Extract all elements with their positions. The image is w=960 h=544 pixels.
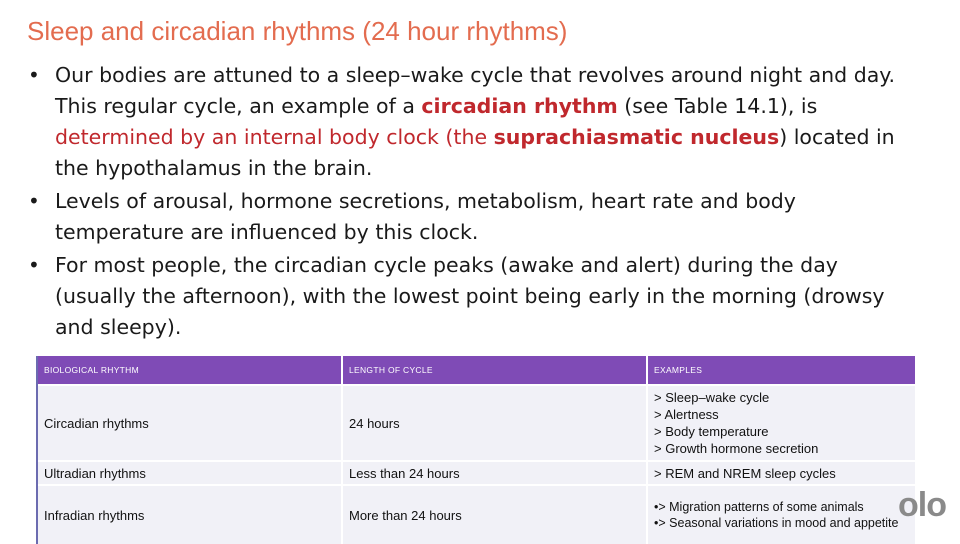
bullet-item: • Levels of arousal, hormone secretions, metabolism, heart rate and body temperature are influenced by this clock.: [28, 186, 908, 248]
slide-title: Sleep and circadian rhythms (24 hour rhythms): [27, 16, 568, 46]
highlight-term: suprachiasmatic nucleus: [493, 125, 780, 149]
bullet-item: • For most people, the circadian cycle peaks (awake and alert) during the day (usually the afternoon), with the lowest point being early in the morning (drowsy and sleepy).: [28, 250, 908, 343]
cell-rhythm: Infradian rhythms: [38, 485, 342, 544]
rhythm-table: [36, 356, 915, 544]
example-item: •> Migration patterns of some animals: [654, 499, 864, 514]
highlight-term: circadian rhythm: [421, 94, 618, 118]
header-length: LENGTH OF CYCLE: [342, 356, 647, 385]
bullet-text: ): [779, 125, 788, 149]
highlight-text: determined by an internal body clock (the: [55, 125, 494, 149]
table-header-row: [38, 356, 915, 385]
example-item: > Alertness: [654, 407, 719, 422]
bullet-text: (see Table 14.1), is: [617, 94, 818, 118]
table-row: [38, 461, 915, 485]
cell-length: More than 24 hours: [342, 485, 647, 544]
table-row: [38, 485, 915, 544]
bullet-text: Our bodies are attuned to a sleep–wake cycle that revolves around night and day. This regular cycle, an example of a: [55, 63, 895, 118]
example-item: > REM and NREM sleep cycles: [654, 465, 836, 481]
cell-rhythm: Circadian rhythms: [38, 385, 342, 461]
cell-examples: [647, 485, 915, 544]
bullet-item: [28, 60, 908, 184]
cell-length: Less than 24 hours: [342, 461, 647, 485]
cell-examples: [647, 461, 915, 485]
example-item: > Growth hormone secretion: [654, 441, 819, 456]
header-examples: EXAMPLES: [647, 356, 915, 385]
example-item: > Body temperature: [654, 424, 769, 439]
header-rhythm: BIOLOGICAL RHYTHM: [38, 356, 342, 385]
cell-length: 24 hours: [342, 385, 647, 461]
example-item: •> Seasonal variations in mood and appetite: [654, 516, 899, 530]
cell-rhythm: Ultradian rhythms: [38, 461, 342, 485]
cell-examples: [647, 385, 915, 461]
example-item: > Sleep–wake cycle: [654, 390, 770, 405]
bullet-text: located in the hypothalamus in the brain.: [55, 125, 895, 180]
publisher-logo: olo: [898, 486, 946, 524]
bullet-list: [28, 60, 908, 345]
table-row: [38, 385, 915, 461]
